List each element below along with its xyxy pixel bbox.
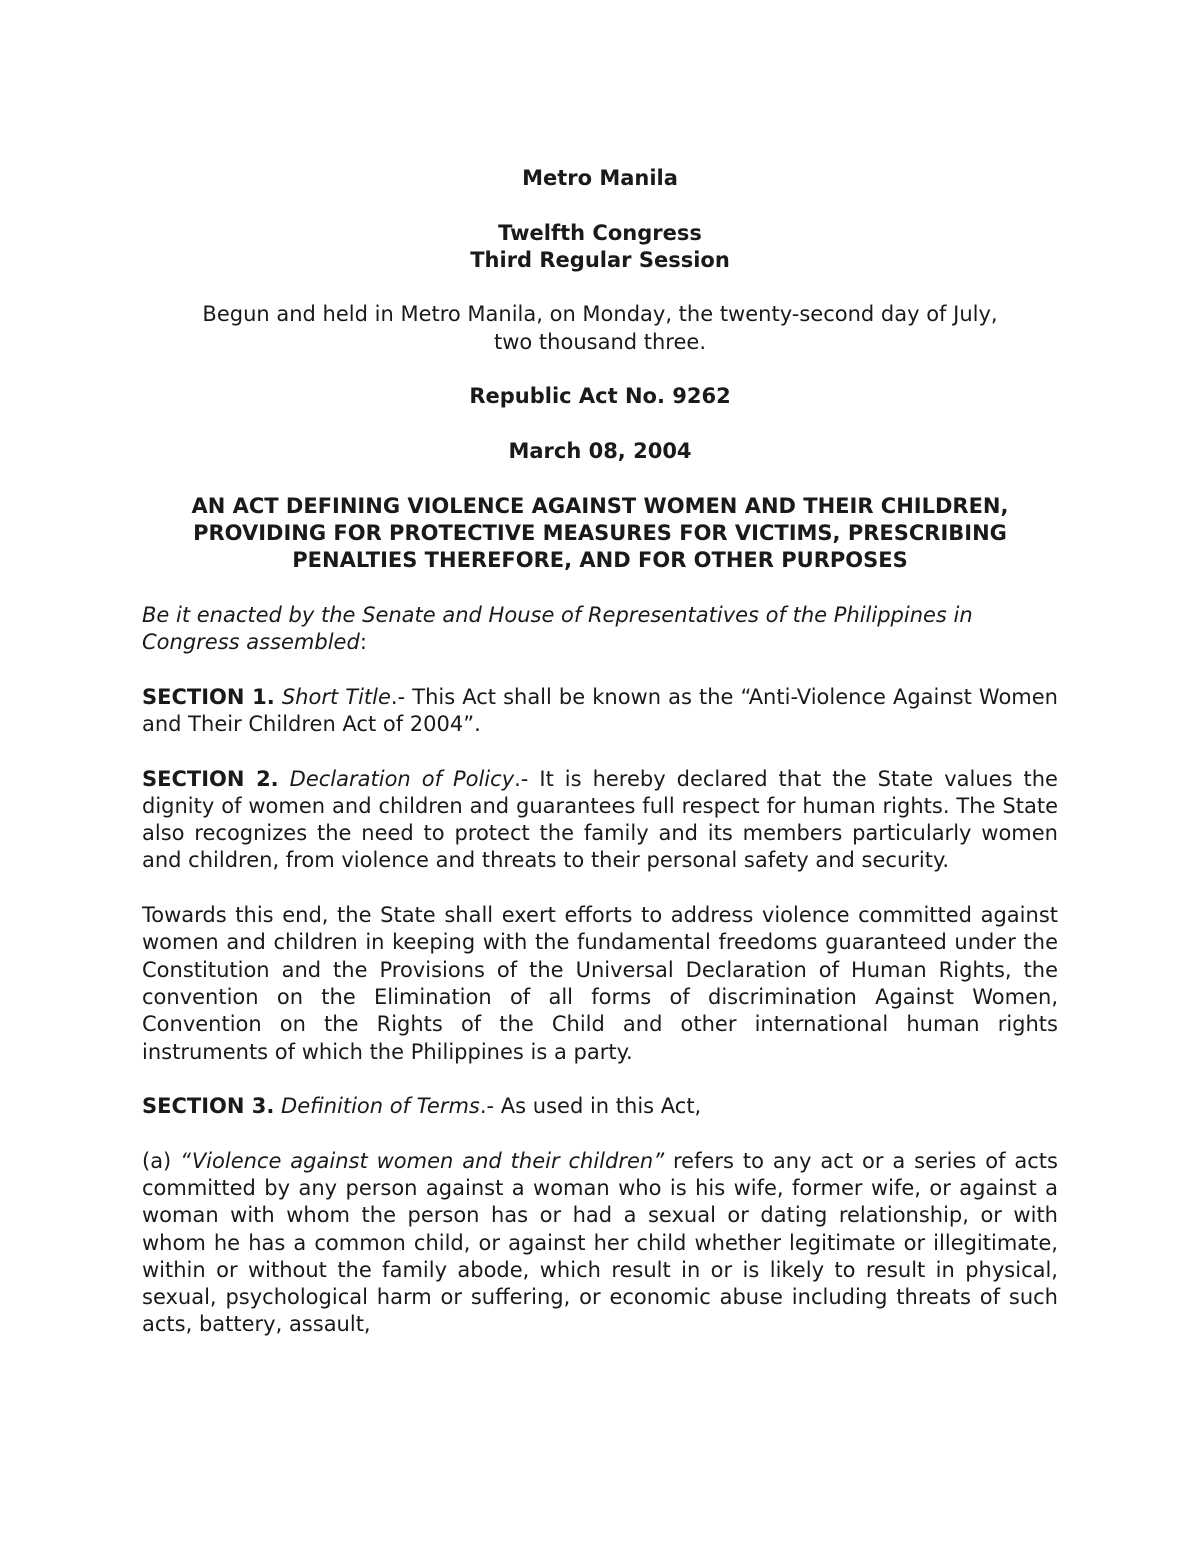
act-title: [142, 493, 1058, 575]
section-body: As used in this Act,: [494, 1094, 702, 1119]
section-heading: Short Title: [281, 684, 391, 709]
enacting-clause: [142, 602, 1058, 657]
section-label: SECTION 3.: [142, 1094, 275, 1119]
section-sep: .-: [514, 766, 529, 791]
act-title-line: PENALTIES THEREFORE, AND FOR OTHER PURPOSES: [292, 548, 908, 573]
section-label: SECTION 1.: [142, 684, 275, 709]
section-label: SECTION 2.: [142, 766, 279, 791]
begun-line-2: two thousand three.: [494, 329, 706, 354]
section-2: [142, 766, 1058, 875]
definition-label: (a): [142, 1148, 181, 1173]
section-heading: Definition of Terms: [281, 1094, 480, 1119]
act-number: Republic Act No. 9262: [469, 384, 731, 409]
place-heading: Metro Manila: [522, 166, 678, 190]
document-page: [142, 165, 1058, 1339]
act-title-line: AN ACT DEFINING VIOLENCE AGAINST WOMEN AND THEIR CHILDREN,: [191, 493, 1009, 518]
section-body: It is hereby declared that the State values the dignity of women and children and guarantees full respect for human rights. The State also recognizes the need to protect the family and its members particularly women and children, from violence and threats to their personal safety and security.: [142, 766, 1058, 873]
definition-a: [142, 1148, 1058, 1339]
enacting-clause-suffix: :: [359, 630, 367, 655]
act-title-line: PROVIDING FOR PROTECTIVE MEASURES FOR VICTIMS, PRESCRIBING: [193, 520, 1007, 545]
begun-line-1: Begun and held in Metro Manila, on Monday, the twenty-second day of July,: [202, 302, 998, 327]
act-date: March 08, 2004: [508, 438, 692, 463]
session-heading: Third Regular Session: [470, 247, 730, 272]
section-body: This Act shall be known as the “Anti-Violence Against Women and Their Children Act of 2004”.: [142, 684, 1058, 736]
enacting-clause-text: Be it enacted by the Senate and House of Representatives of the Philippines in Congress assembled: [142, 602, 973, 655]
section-2-paragraph-2: Towards this end, the State shall exert efforts to address violence committed against women and children in keeping with the fundamental freedoms guaranteed under the Constitution and the Provisions of the Universal Declaration of Human Rights, the convention on the Elimination of all forms of discrimination Against Women, Convention on the Rights of the Child and other international human rights instruments of which the Philippines is a party.: [142, 903, 1058, 1064]
section-1: [142, 684, 1058, 739]
section-sep: .-: [390, 684, 406, 709]
definition-term: “Violence against women and their children”: [180, 1148, 665, 1173]
congress-heading: Twelfth Congress: [498, 220, 702, 245]
section-3: [142, 1093, 1058, 1120]
section-sep: .-: [479, 1094, 495, 1119]
definition-body: refers to any act or a series of acts committed by any person against a woman who is his wife, former wife, or against a woman with whom the person has or had a sexual or dating relationship, or with whom he has a common child, or against her child whether legitimate or illegitimate, within or without the family abode, which result in or is likely to result in physical, sexual, psychological harm or suffering, or economic abuse including threats of such acts, battery, assault,: [142, 1148, 1058, 1337]
section-heading: Declaration of Policy: [289, 766, 515, 791]
